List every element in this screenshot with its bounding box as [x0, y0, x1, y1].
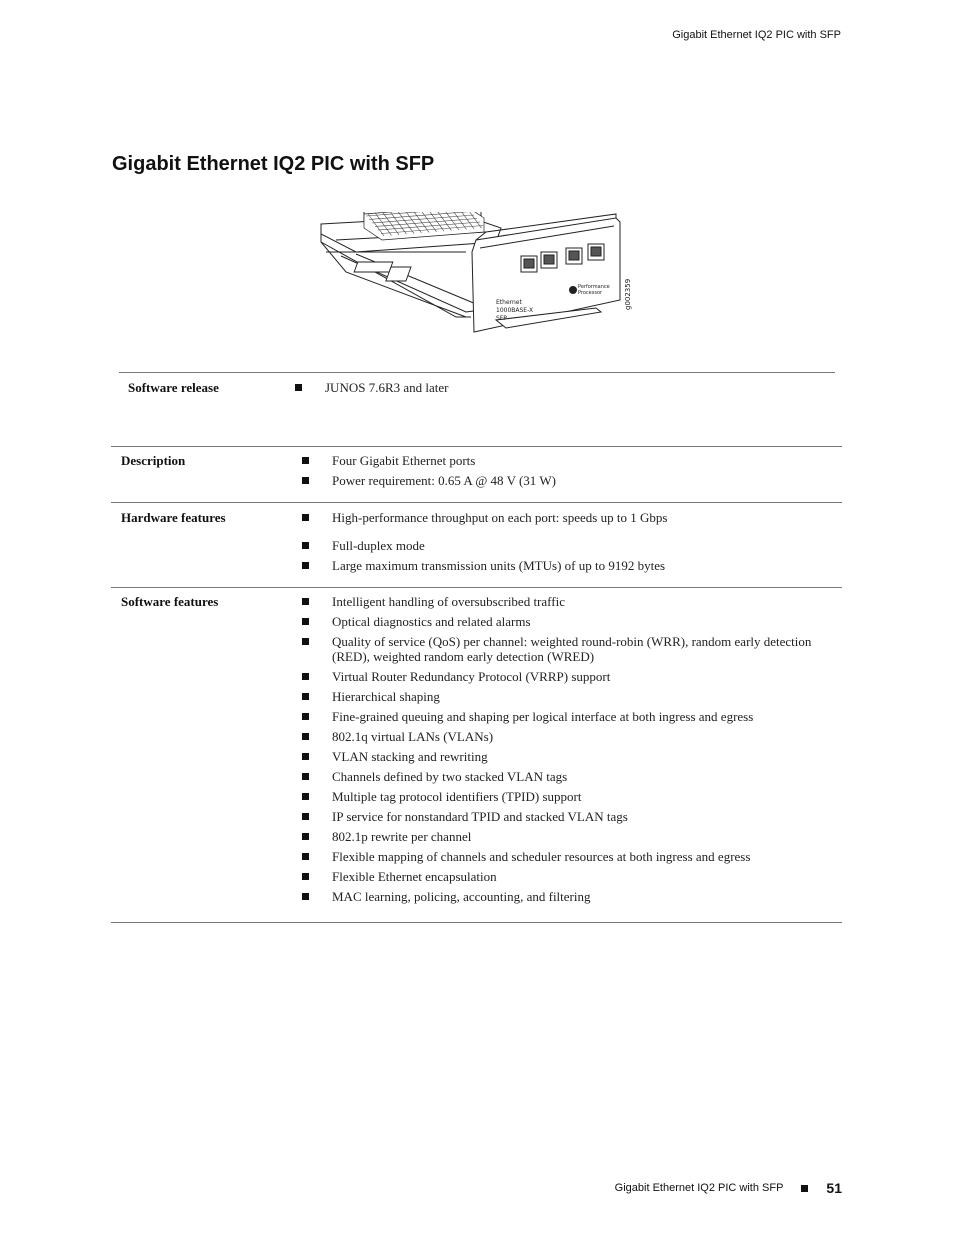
list-item: 802.1q virtual LANs (VLANs) — [302, 729, 842, 744]
list-item: Four Gigabit Ethernet ports — [302, 453, 842, 468]
pic-line-drawing — [316, 212, 646, 342]
bullet-icon — [302, 514, 309, 521]
figure-id: g002359 — [624, 278, 632, 310]
list-item: Optical diagnostics and related alarms — [302, 614, 842, 629]
bullet-icon — [302, 833, 309, 840]
bullet-icon — [302, 773, 309, 780]
list-item: Flexible Ethernet encapsulation — [302, 869, 842, 884]
page-title: Gigabit Ethernet IQ2 PIC with SFP — [112, 153, 435, 175]
pic-illustration — [316, 212, 646, 342]
table-rule — [111, 587, 842, 588]
spec-list — [302, 453, 842, 493]
list-item: JUNOS 7.6R3 and later — [295, 380, 842, 395]
bullet-icon — [302, 673, 309, 680]
logo-line2: Processor — [578, 290, 603, 296]
list-item: MAC learning, policing, accounting, and filtering — [302, 889, 842, 904]
table-rule — [119, 372, 835, 373]
list-item: Full-duplex mode — [302, 538, 842, 553]
spec-list — [295, 380, 842, 400]
bullet-icon — [302, 793, 309, 800]
bullet-icon — [302, 713, 309, 720]
bullet-icon — [302, 733, 309, 740]
footer-separator-icon — [801, 1185, 808, 1192]
list-item: Multiple tag protocol identifiers (TPID) support — [302, 789, 842, 804]
bullet-icon — [302, 873, 309, 880]
spec-list — [302, 594, 842, 909]
logo-line1: Performance — [578, 284, 610, 290]
page-number: 51 — [826, 1180, 842, 1196]
bullet-icon — [302, 542, 309, 549]
figure-label-line2: 1000BASE-X — [496, 307, 534, 314]
list-item: Large maximum transmission units (MTUs) of up to 9192 bytes — [302, 558, 842, 573]
table-rule — [111, 502, 842, 503]
bullet-icon — [302, 813, 309, 820]
bullet-icon — [302, 457, 309, 464]
bullet-icon — [295, 384, 302, 391]
bullet-icon — [302, 562, 309, 569]
table-rule — [111, 922, 842, 923]
list-item: High-performance throughput on each port: speeds up to 1 Gbps — [302, 510, 842, 525]
running-footer — [615, 1180, 842, 1196]
spec-term: Description — [121, 453, 186, 468]
list-item: 802.1p rewrite per channel — [302, 829, 842, 844]
spec-term: Software features — [121, 594, 219, 609]
running-header: Gigabit Ethernet IQ2 PIC with SFP — [672, 29, 841, 41]
bullet-icon — [302, 618, 309, 625]
list-item: Power requirement: 0.65 A @ 48 V (31 W) — [302, 473, 842, 488]
spec-term: Software release — [128, 380, 219, 395]
bullet-icon — [302, 598, 309, 605]
figure-label-line3: SFP — [496, 315, 507, 322]
list-item: Fine-grained queuing and shaping per logical interface at both ingress and egress — [302, 709, 842, 724]
list-item: VLAN stacking and rewriting — [302, 749, 842, 764]
bullet-icon — [302, 477, 309, 484]
list-item: Hierarchical shaping — [302, 689, 842, 704]
list-item: Flexible mapping of channels and scheduler resources at both ingress and egress — [302, 849, 842, 864]
bullet-icon — [302, 693, 309, 700]
bullet-icon — [302, 753, 309, 760]
logo-mark-icon — [569, 286, 577, 294]
table-rule — [111, 446, 842, 447]
figure-label-line1: Ethernet — [496, 299, 522, 306]
list-item: Channels defined by two stacked VLAN tags — [302, 769, 842, 784]
spec-term: Hardware features — [121, 510, 226, 525]
spec-list — [302, 510, 842, 578]
bullet-icon — [302, 638, 309, 645]
bullet-icon — [302, 893, 309, 900]
list-item: Virtual Router Redundancy Protocol (VRRP) support — [302, 669, 842, 684]
list-item: IP service for nonstandard TPID and stacked VLAN tags — [302, 809, 842, 824]
bullet-icon — [302, 853, 309, 860]
list-item: Intelligent handling of oversubscribed traffic — [302, 594, 842, 609]
footer-title: Gigabit Ethernet IQ2 PIC with SFP — [614, 1182, 784, 1194]
list-item: Quality of service (QoS) per channel: weighted round-robin (WRR), random early detection (RED), weighted random early detection (WRED) — [302, 634, 842, 664]
